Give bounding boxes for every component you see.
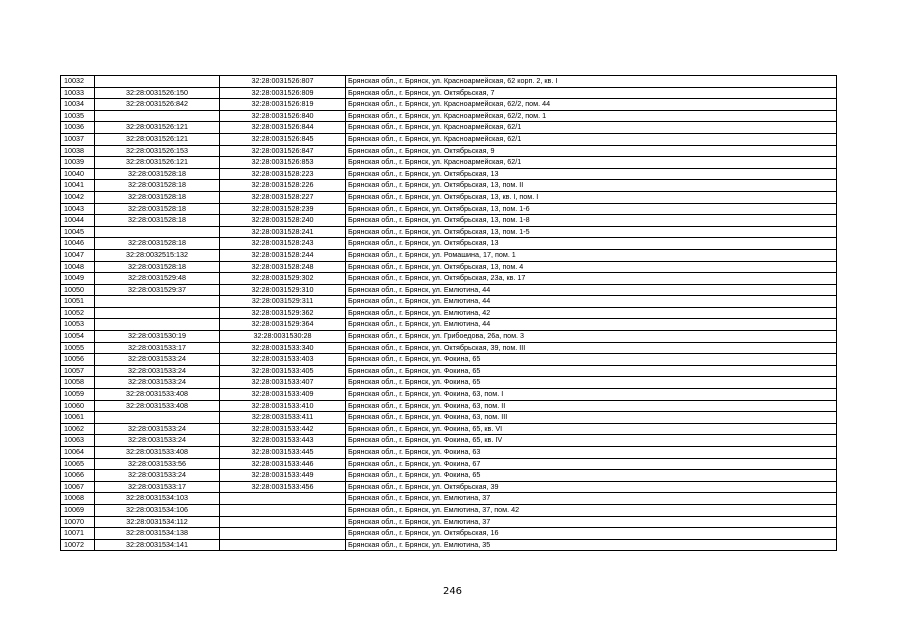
record-number-cell: 10036 — [61, 122, 95, 134]
parcel-cadastral-number-cell — [95, 412, 220, 424]
table-row — [61, 168, 837, 180]
parcel-cadastral-number-cell: 32:28:0031526:121 — [95, 133, 220, 145]
address-cell: Брянская обл., г. Брянск, ул. Емлютина, 35 — [346, 539, 837, 551]
object-cadastral-number-cell: 32:28:0031533:411 — [220, 412, 346, 424]
address-cell: Брянская обл., г. Брянск, ул. Фокина, 63 — [346, 447, 837, 459]
record-number-cell: 10056 — [61, 354, 95, 366]
parcel-cadastral-number-cell: 32:28:0031534:103 — [95, 493, 220, 505]
object-cadastral-number-cell: 32:28:0031533:445 — [220, 447, 346, 459]
object-cadastral-number-cell: 32:28:0031528:241 — [220, 226, 346, 238]
address-cell: Брянская обл., г. Брянск, ул. Октябрьская, 23а, кв. 17 — [346, 273, 837, 285]
parcel-cadastral-number-cell: 32:28:0031528:18 — [95, 180, 220, 192]
address-cell: Брянская обл., г. Брянск, ул. Емлютина, 44 — [346, 296, 837, 308]
parcel-cadastral-number-cell: 32:28:0031526:121 — [95, 122, 220, 134]
table-row — [61, 180, 837, 192]
object-cadastral-number-cell: 32:28:0031533:410 — [220, 400, 346, 412]
parcel-cadastral-number-cell: 32:28:0031533:24 — [95, 377, 220, 389]
object-cadastral-number-cell: 32:28:0031529:302 — [220, 273, 346, 285]
address-cell: Брянская обл., г. Брянск, ул. Фокина, 63, пом. III — [346, 412, 837, 424]
table-row — [61, 238, 837, 250]
object-cadastral-number-cell — [220, 504, 346, 516]
record-number-cell: 10060 — [61, 400, 95, 412]
address-cell: Брянская обл., г. Брянск, ул. Октябрьская, 13, пом. II — [346, 180, 837, 192]
address-cell: Брянская обл., г. Брянск, ул. Октябрьская, 13 — [346, 168, 837, 180]
address-cell: Брянская обл., г. Брянск, ул. Фокина, 63, пом. II — [346, 400, 837, 412]
parcel-cadastral-number-cell: 32:28:0031533:408 — [95, 400, 220, 412]
parcel-cadastral-number-cell: 32:28:0032515:132 — [95, 249, 220, 261]
parcel-cadastral-number-cell — [95, 296, 220, 308]
record-number-cell: 10048 — [61, 261, 95, 273]
address-cell: Брянская обл., г. Брянск, ул. Фокина, 65 — [346, 470, 837, 482]
address-cell: Брянская обл., г. Брянск, ул. Фокина, 65 — [346, 377, 837, 389]
record-number-cell: 10049 — [61, 273, 95, 285]
object-cadastral-number-cell: 32:28:0031526:809 — [220, 87, 346, 99]
record-number-cell: 10052 — [61, 307, 95, 319]
parcel-cadastral-number-cell: 32:28:0031533:17 — [95, 481, 220, 493]
object-cadastral-number-cell: 32:28:0031526:853 — [220, 157, 346, 169]
address-cell: Брянская обл., г. Брянск, ул. Октябрьская, 13, кв. I, пом. I — [346, 191, 837, 203]
address-cell: Брянская обл., г. Брянск, ул. Фокина, 65 — [346, 365, 837, 377]
object-cadastral-number-cell: 32:28:0031528:223 — [220, 168, 346, 180]
parcel-cadastral-number-cell: 32:28:0031528:18 — [95, 261, 220, 273]
record-number-cell: 10068 — [61, 493, 95, 505]
record-number-cell: 10039 — [61, 157, 95, 169]
address-cell: Брянская обл., г. Брянск, ул. Фокина, 65 — [346, 354, 837, 366]
parcel-cadastral-number-cell: 32:28:0031533:24 — [95, 435, 220, 447]
address-cell: Брянская обл., г. Брянск, ул. Красноармейская, 62/1 — [346, 133, 837, 145]
address-cell: Брянская обл., г. Брянск, ул. Фокина, 65, кв. IV — [346, 435, 837, 447]
address-cell: Брянская обл., г. Брянск, ул. Ромашина, 17, пом. 1 — [346, 249, 837, 261]
address-cell: Брянская обл., г. Брянск, ул. Фокина, 63, пом. I — [346, 389, 837, 401]
parcel-cadastral-number-cell: 32:28:0031526:842 — [95, 99, 220, 111]
record-number-cell: 10061 — [61, 412, 95, 424]
address-cell: Брянская обл., г. Брянск, ул. Октябрьская, 13 — [346, 238, 837, 250]
record-number-cell: 10051 — [61, 296, 95, 308]
object-cadastral-number-cell: 32:28:0031529:311 — [220, 296, 346, 308]
object-cadastral-number-cell: 32:28:0031528:226 — [220, 180, 346, 192]
address-cell: Брянская обл., г. Брянск, ул. Октябрьская, 13, пом. 1-6 — [346, 203, 837, 215]
record-number-cell: 10037 — [61, 133, 95, 145]
record-number-cell: 10063 — [61, 435, 95, 447]
record-number-cell: 10072 — [61, 539, 95, 551]
table-row — [61, 458, 837, 470]
parcel-cadastral-number-cell: 32:28:0031528:18 — [95, 215, 220, 227]
object-cadastral-number-cell: 32:28:0031528:240 — [220, 215, 346, 227]
table-row — [61, 423, 837, 435]
record-number-cell: 10040 — [61, 168, 95, 180]
table-row — [61, 133, 837, 145]
object-cadastral-number-cell: 32:28:0031530:28 — [220, 331, 346, 343]
object-cadastral-number-cell: 32:28:0031528:227 — [220, 191, 346, 203]
address-cell: Брянская обл., г. Брянск, ул. Емлютина, 37 — [346, 493, 837, 505]
parcel-cadastral-number-cell: 32:28:0031533:408 — [95, 447, 220, 459]
parcel-cadastral-number-cell: 32:28:0031529:48 — [95, 273, 220, 285]
object-cadastral-number-cell: 32:28:0031526:844 — [220, 122, 346, 134]
table-row — [61, 481, 837, 493]
page-number: 246 — [442, 586, 463, 597]
object-cadastral-number-cell: 32:28:0031533:449 — [220, 470, 346, 482]
record-number-cell: 10053 — [61, 319, 95, 331]
record-number-cell: 10055 — [61, 342, 95, 354]
record-number-cell: 10043 — [61, 203, 95, 215]
record-number-cell: 10044 — [61, 215, 95, 227]
record-number-cell: 10058 — [61, 377, 95, 389]
address-cell: Брянская обл., г. Брянск, ул. Емлютина, 37, пом. 42 — [346, 504, 837, 516]
record-number-cell: 10054 — [61, 331, 95, 343]
table-row — [61, 307, 837, 319]
address-cell: Брянская обл., г. Брянск, ул. Красноармейская, 62/2, пом. 44 — [346, 99, 837, 111]
object-cadastral-number-cell: 32:28:0031526:845 — [220, 133, 346, 145]
address-cell: Брянская обл., г. Брянск, ул. Емлютина, 44 — [346, 319, 837, 331]
table-row — [61, 296, 837, 308]
parcel-cadastral-number-cell: 32:28:0031528:18 — [95, 238, 220, 250]
parcel-cadastral-number-cell: 32:28:0031526:121 — [95, 157, 220, 169]
parcel-cadastral-number-cell: 32:28:0031533:24 — [95, 470, 220, 482]
record-number-cell: 10035 — [61, 110, 95, 122]
parcel-cadastral-number-cell: 32:28:0031526:150 — [95, 87, 220, 99]
parcel-cadastral-number-cell: 32:28:0031533:24 — [95, 365, 220, 377]
object-cadastral-number-cell: 32:28:0031533:409 — [220, 389, 346, 401]
parcel-cadastral-number-cell: 32:28:0031534:138 — [95, 528, 220, 540]
table-row — [61, 447, 837, 459]
address-cell: Брянская обл., г. Брянск, ул. Октябрьская, 13, пом. 4 — [346, 261, 837, 273]
table-row — [61, 354, 837, 366]
parcel-cadastral-number-cell — [95, 307, 220, 319]
record-number-cell: 10038 — [61, 145, 95, 157]
object-cadastral-number-cell: 32:28:0031528:248 — [220, 261, 346, 273]
object-cadastral-number-cell: 32:28:0031533:407 — [220, 377, 346, 389]
object-cadastral-number-cell — [220, 493, 346, 505]
address-cell: Брянская обл., г. Брянск, ул. Красноармейская, 62 корп. 2, кв. I — [346, 76, 837, 88]
record-number-cell: 10067 — [61, 481, 95, 493]
record-number-cell: 10047 — [61, 249, 95, 261]
table-row — [61, 76, 837, 88]
table-row — [61, 504, 837, 516]
parcel-cadastral-number-cell — [95, 226, 220, 238]
parcel-cadastral-number-cell: 32:28:0031534:106 — [95, 504, 220, 516]
object-cadastral-number-cell: 32:28:0031533:442 — [220, 423, 346, 435]
table-row — [61, 215, 837, 227]
table-row — [61, 377, 837, 389]
object-cadastral-number-cell: 32:28:0031529:364 — [220, 319, 346, 331]
address-cell: Брянская обл., г. Брянск, ул. Емлютина, 42 — [346, 307, 837, 319]
object-cadastral-number-cell: 32:28:0031533:446 — [220, 458, 346, 470]
object-cadastral-number-cell: 32:28:0031526:819 — [220, 99, 346, 111]
parcel-cadastral-number-cell: 32:28:0031534:112 — [95, 516, 220, 528]
table-row — [61, 261, 837, 273]
parcel-cadastral-number-cell: 32:28:0031533:408 — [95, 389, 220, 401]
table-row — [61, 528, 837, 540]
parcel-cadastral-number-cell: 32:28:0031533:56 — [95, 458, 220, 470]
table-row — [61, 435, 837, 447]
object-cadastral-number-cell: 32:28:0031528:239 — [220, 203, 346, 215]
parcel-cadastral-number-cell: 32:28:0031526:153 — [95, 145, 220, 157]
parcel-cadastral-number-cell: 32:28:0031528:18 — [95, 191, 220, 203]
table-row — [61, 493, 837, 505]
address-cell: Брянская обл., г. Брянск, ул. Фокина, 67 — [346, 458, 837, 470]
record-number-cell: 10042 — [61, 191, 95, 203]
table-row — [61, 319, 837, 331]
record-number-cell: 10071 — [61, 528, 95, 540]
parcel-cadastral-number-cell: 32:28:0031533:24 — [95, 354, 220, 366]
address-cell: Брянская обл., г. Брянск, ул. Красноармейская, 62/2, пом. 1 — [346, 110, 837, 122]
address-cell: Брянская обл., г. Брянск, ул. Октябрьская, 13, пом. 1-5 — [346, 226, 837, 238]
object-cadastral-number-cell — [220, 528, 346, 540]
registry-table — [60, 75, 837, 551]
address-cell: Брянская обл., г. Брянск, ул. Октябрьская, 7 — [346, 87, 837, 99]
record-number-cell: 10059 — [61, 389, 95, 401]
table-row — [61, 273, 837, 285]
address-cell: Брянская обл., г. Брянск, ул. Октябрьская, 16 — [346, 528, 837, 540]
record-number-cell: 10065 — [61, 458, 95, 470]
object-cadastral-number-cell: 32:28:0031526:840 — [220, 110, 346, 122]
parcel-cadastral-number-cell — [95, 110, 220, 122]
record-number-cell: 10069 — [61, 504, 95, 516]
table-row — [61, 331, 837, 343]
object-cadastral-number-cell — [220, 539, 346, 551]
record-number-cell: 10045 — [61, 226, 95, 238]
record-number-cell: 10034 — [61, 99, 95, 111]
parcel-cadastral-number-cell — [95, 319, 220, 331]
address-cell: Брянская обл., г. Брянск, ул. Емлютина, 37 — [346, 516, 837, 528]
record-number-cell: 10066 — [61, 470, 95, 482]
address-cell: Брянская обл., г. Брянск, ул. Красноармейская, 62/1 — [346, 122, 837, 134]
parcel-cadastral-number-cell: 32:28:0031533:17 — [95, 342, 220, 354]
record-number-cell: 10057 — [61, 365, 95, 377]
object-cadastral-number-cell: 32:28:0031533:443 — [220, 435, 346, 447]
address-cell: Брянская обл., г. Брянск, ул. Октябрьская, 13, пом. 1-8 — [346, 215, 837, 227]
address-cell: Брянская обл., г. Брянск, ул. Октябрьская, 39, пом. III — [346, 342, 837, 354]
parcel-cadastral-number-cell: 32:28:0031528:18 — [95, 203, 220, 215]
record-number-cell: 10062 — [61, 423, 95, 435]
table-row — [61, 470, 837, 482]
record-number-cell: 10032 — [61, 76, 95, 88]
record-number-cell: 10046 — [61, 238, 95, 250]
table-row — [61, 122, 837, 134]
record-number-cell: 10041 — [61, 180, 95, 192]
parcel-cadastral-number-cell: 32:28:0031529:37 — [95, 284, 220, 296]
table-row — [61, 191, 837, 203]
object-cadastral-number-cell: 32:28:0031528:243 — [220, 238, 346, 250]
table-row — [61, 365, 837, 377]
object-cadastral-number-cell: 32:28:0031533:403 — [220, 354, 346, 366]
table-row — [61, 99, 837, 111]
table-row — [61, 539, 837, 551]
object-cadastral-number-cell: 32:28:0031533:405 — [220, 365, 346, 377]
table-row — [61, 226, 837, 238]
table-row — [61, 157, 837, 169]
record-number-cell: 10033 — [61, 87, 95, 99]
table-row — [61, 342, 837, 354]
object-cadastral-number-cell: 32:28:0031529:310 — [220, 284, 346, 296]
table-row — [61, 145, 837, 157]
table-row — [61, 203, 837, 215]
parcel-cadastral-number-cell: 32:28:0031530:19 — [95, 331, 220, 343]
object-cadastral-number-cell: 32:28:0031528:244 — [220, 249, 346, 261]
object-cadastral-number-cell — [220, 516, 346, 528]
parcel-cadastral-number-cell — [95, 76, 220, 88]
table-row — [61, 284, 837, 296]
address-cell: Брянская обл., г. Брянск, ул. Фокина, 65, кв. VI — [346, 423, 837, 435]
object-cadastral-number-cell: 32:28:0031526:847 — [220, 145, 346, 157]
address-cell: Брянская обл., г. Брянск, ул. Емлютина, 44 — [346, 284, 837, 296]
table-row — [61, 110, 837, 122]
object-cadastral-number-cell: 32:28:0031533:456 — [220, 481, 346, 493]
address-cell: Брянская обл., г. Брянск, ул. Октябрьская, 39 — [346, 481, 837, 493]
object-cadastral-number-cell: 32:28:0031533:340 — [220, 342, 346, 354]
parcel-cadastral-number-cell: 32:28:0031528:18 — [95, 168, 220, 180]
record-number-cell: 10064 — [61, 447, 95, 459]
table-row — [61, 412, 837, 424]
address-cell: Брянская обл., г. Брянск, ул. Грибоедова, 26а, пом. 3 — [346, 331, 837, 343]
record-number-cell: 10050 — [61, 284, 95, 296]
table-row — [61, 87, 837, 99]
address-cell: Брянская обл., г. Брянск, ул. Октябрьская, 9 — [346, 145, 837, 157]
address-cell: Брянская обл., г. Брянск, ул. Красноармейская, 62/1 — [346, 157, 837, 169]
parcel-cadastral-number-cell: 32:28:0031534:141 — [95, 539, 220, 551]
object-cadastral-number-cell: 32:28:0031529:362 — [220, 307, 346, 319]
table-row — [61, 516, 837, 528]
registry-table-body — [61, 76, 837, 551]
table-row — [61, 249, 837, 261]
table-row — [61, 400, 837, 412]
parcel-cadastral-number-cell: 32:28:0031533:24 — [95, 423, 220, 435]
object-cadastral-number-cell: 32:28:0031526:807 — [220, 76, 346, 88]
table-row — [61, 389, 837, 401]
record-number-cell: 10070 — [61, 516, 95, 528]
